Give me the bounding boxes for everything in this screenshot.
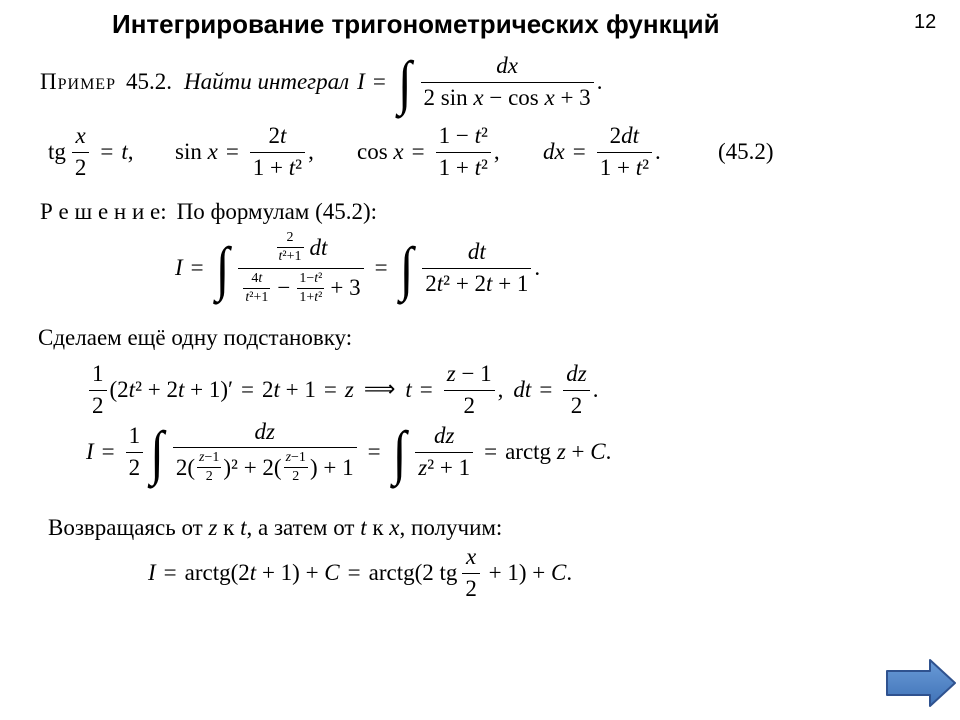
math-variable: I bbox=[86, 438, 94, 464]
math-text: 1 + bbox=[438, 154, 475, 180]
math-text: 2 bbox=[128, 454, 141, 480]
fraction-numerator bbox=[89, 361, 107, 390]
math-variable: x bbox=[207, 138, 218, 164]
fraction-numerator bbox=[197, 450, 221, 468]
math-text: + 1) + bbox=[256, 559, 325, 585]
math-variable: dx bbox=[543, 138, 565, 164]
substitution-cos bbox=[357, 123, 500, 181]
superscript: ² bbox=[318, 289, 323, 305]
math-text: ) + 1 bbox=[309, 454, 354, 480]
return-substitution-text bbox=[48, 514, 502, 542]
equals-sign: = bbox=[190, 254, 204, 280]
superscript: ² bbox=[481, 154, 488, 180]
math-text: 2 bbox=[262, 376, 274, 402]
math-text: + 1 bbox=[492, 270, 529, 296]
math-variable: dt bbox=[467, 239, 486, 265]
math-variable: dx bbox=[496, 53, 518, 79]
math-text: 2 sin bbox=[423, 84, 474, 110]
integral-sign: ∫ bbox=[397, 48, 412, 116]
fraction bbox=[415, 423, 473, 481]
math-variable: x bbox=[393, 138, 404, 164]
equals-sign: = bbox=[323, 376, 337, 402]
paragraph-text: к bbox=[217, 514, 241, 540]
math-variable: z bbox=[556, 438, 566, 464]
math-variable: t bbox=[249, 559, 257, 585]
math-text: 1 bbox=[92, 361, 104, 387]
equals-sign: = bbox=[572, 138, 586, 164]
superscript: ² bbox=[249, 289, 254, 305]
math-text: arctg(2 bbox=[184, 559, 250, 585]
math-punctuation: , bbox=[493, 138, 500, 164]
fraction-numerator bbox=[173, 419, 357, 448]
math-variable: dz bbox=[566, 361, 587, 387]
math-text: 2 bbox=[205, 469, 213, 485]
fraction-denominator bbox=[421, 83, 594, 111]
fraction bbox=[444, 361, 495, 419]
formula-arctg-result bbox=[86, 420, 611, 484]
math-text: −1 bbox=[291, 450, 306, 466]
math-variable: t bbox=[474, 123, 481, 149]
math-text: 2( bbox=[175, 454, 196, 480]
math-variable: t bbox=[278, 249, 283, 265]
arrow-shape bbox=[887, 660, 955, 706]
math-variable: t bbox=[486, 270, 493, 296]
math-variable: dz bbox=[433, 423, 455, 449]
math-text: 1 + bbox=[599, 154, 636, 180]
math-text: − cos bbox=[483, 84, 545, 110]
math-text: 2 bbox=[425, 270, 437, 296]
math-text: )² + 2( bbox=[223, 454, 282, 480]
math-text: +1 bbox=[253, 289, 269, 305]
math-text: 2 bbox=[92, 392, 104, 418]
paragraph-text: к bbox=[366, 514, 390, 540]
fraction-denominator bbox=[250, 153, 305, 181]
fraction bbox=[126, 423, 144, 481]
fraction-denominator bbox=[297, 289, 324, 306]
fraction-numerator bbox=[72, 123, 90, 152]
math-variable: t bbox=[240, 514, 247, 540]
fraction-denominator bbox=[444, 391, 495, 419]
fraction bbox=[462, 544, 480, 602]
math-variable: t bbox=[258, 270, 263, 286]
paragraph-text: Возвращаясь от bbox=[48, 514, 209, 540]
fraction-numerator bbox=[436, 123, 491, 152]
equals-sign: = bbox=[372, 68, 386, 94]
fraction-numerator bbox=[297, 271, 324, 289]
fraction-numerator bbox=[462, 544, 480, 573]
fraction-numerator bbox=[421, 53, 594, 82]
math-variable: z bbox=[446, 361, 456, 387]
math-text: 2 bbox=[465, 575, 477, 601]
fraction bbox=[297, 271, 324, 306]
math-text: +1 bbox=[286, 249, 302, 265]
formula-transformed-integral bbox=[175, 231, 540, 305]
equals-sign: = bbox=[225, 138, 239, 164]
math-text: + 1 bbox=[434, 454, 471, 480]
fraction-denominator bbox=[462, 574, 480, 602]
math-text: + bbox=[565, 438, 591, 464]
function-name: sin bbox=[175, 138, 208, 164]
math-punctuation: , bbox=[497, 376, 504, 402]
math-text: + 1 bbox=[279, 376, 316, 402]
fraction bbox=[284, 450, 308, 485]
math-variable: t bbox=[314, 270, 319, 286]
math-variable: dt bbox=[513, 376, 532, 402]
math-text: − 1 bbox=[455, 361, 492, 387]
math-text: 1+ bbox=[299, 289, 315, 305]
fraction-denominator bbox=[173, 448, 357, 485]
substitution-dx bbox=[543, 123, 661, 181]
integral-sign: ∫ bbox=[399, 234, 414, 302]
math-punctuation: . bbox=[605, 438, 612, 464]
superscript: ² bbox=[295, 154, 303, 180]
fraction-numerator bbox=[277, 230, 304, 248]
math-variable: t bbox=[279, 123, 287, 149]
math-text: 4 bbox=[251, 270, 259, 286]
math-variable: I bbox=[175, 254, 183, 280]
paragraph-text: Сделаем ещё одну подстановку: bbox=[38, 324, 353, 350]
equals-sign: = bbox=[101, 438, 115, 464]
math-punctuation: , bbox=[127, 138, 134, 164]
function-name: tg bbox=[48, 138, 66, 164]
math-variable: z bbox=[285, 450, 292, 466]
math-variable: t bbox=[405, 376, 412, 402]
math-variable: t bbox=[635, 154, 643, 180]
math-punctuation: . bbox=[654, 138, 661, 164]
fraction bbox=[563, 361, 589, 419]
example-statement bbox=[40, 48, 603, 116]
equation-number bbox=[718, 123, 774, 181]
example-task: Найти интеграл bbox=[183, 68, 350, 94]
fraction-denominator bbox=[284, 468, 308, 485]
math-text: 2 bbox=[74, 154, 87, 180]
integral-sign: ∫ bbox=[215, 234, 230, 302]
math-variable: z bbox=[344, 376, 354, 402]
equals-sign: = bbox=[367, 438, 381, 464]
math-variable: C bbox=[590, 438, 606, 464]
math-punctuation: . bbox=[592, 376, 599, 402]
math-variable: t bbox=[360, 514, 367, 540]
solution-text: По формулам (45.2): bbox=[176, 198, 378, 224]
fraction-numerator bbox=[444, 361, 495, 390]
math-text: + 2 bbox=[141, 376, 178, 402]
substitution-tg bbox=[48, 123, 134, 181]
math-text: 1 bbox=[128, 423, 141, 449]
superscript: ² bbox=[318, 270, 323, 286]
fraction-denominator bbox=[436, 153, 491, 181]
math-text: arctg(2 tg bbox=[368, 559, 458, 585]
math-variable: z bbox=[418, 454, 428, 480]
equals-sign: = bbox=[484, 438, 498, 464]
math-punctuation: . bbox=[596, 68, 603, 94]
next-slide-button[interactable] bbox=[884, 658, 958, 708]
slide-number: 12 bbox=[914, 11, 937, 33]
fraction bbox=[277, 230, 304, 265]
math-variable: I bbox=[357, 68, 365, 94]
integrand-fraction bbox=[421, 53, 594, 111]
equals-sign: = bbox=[163, 559, 177, 585]
fraction bbox=[250, 123, 305, 181]
math-variable: I bbox=[148, 559, 156, 585]
math-punctuation: , bbox=[308, 138, 314, 164]
fraction-numerator bbox=[243, 271, 270, 289]
fraction bbox=[89, 361, 107, 419]
math-variable: x bbox=[544, 84, 555, 110]
fraction bbox=[422, 239, 531, 297]
math-text: 2 bbox=[286, 230, 294, 246]
math-variable: dt bbox=[309, 234, 328, 260]
example-number: 45.2. bbox=[125, 68, 172, 94]
superscript: ² bbox=[135, 376, 142, 402]
equals-sign: = bbox=[347, 559, 361, 585]
fraction-numerator bbox=[422, 239, 531, 268]
math-text: + 2 bbox=[450, 270, 487, 296]
substitution-intro bbox=[38, 324, 352, 352]
fraction-denominator bbox=[277, 248, 304, 265]
math-variable: t bbox=[128, 376, 136, 402]
fraction-denominator bbox=[415, 453, 473, 481]
math-text: 1 − bbox=[438, 123, 475, 149]
superscript: ² bbox=[427, 454, 435, 480]
equals-sign: = bbox=[419, 376, 433, 402]
fraction-numerator bbox=[126, 423, 144, 452]
superscript: ² bbox=[443, 270, 451, 296]
math-text: 2 bbox=[570, 392, 583, 418]
equals-sign: = bbox=[374, 254, 388, 280]
equals-sign: = bbox=[241, 376, 254, 402]
fraction-denominator bbox=[238, 269, 363, 306]
compound-fraction bbox=[173, 419, 357, 486]
math-variable: t bbox=[314, 289, 319, 305]
math-variable: t bbox=[288, 154, 296, 180]
fraction-numerator bbox=[597, 123, 652, 152]
fraction bbox=[197, 450, 221, 485]
paragraph-text: , а затем от bbox=[246, 514, 361, 540]
integral-sign: ∫ bbox=[392, 418, 407, 486]
math-variable: t bbox=[436, 270, 444, 296]
math-text: + 1) + bbox=[482, 559, 551, 585]
fraction-denominator bbox=[422, 269, 531, 297]
function-name: cos bbox=[357, 138, 394, 164]
math-variable: t bbox=[474, 154, 481, 180]
fraction bbox=[243, 271, 270, 306]
fraction-numerator bbox=[238, 230, 363, 268]
superscript: ² bbox=[481, 123, 488, 149]
math-variable: t bbox=[177, 376, 185, 402]
math-variable: x bbox=[75, 123, 86, 149]
math-text: 2 bbox=[463, 392, 475, 418]
math-variable: x bbox=[389, 514, 400, 540]
math-text: + 3 bbox=[330, 274, 361, 300]
formula-substitution-z bbox=[86, 360, 599, 420]
math-text: (2 bbox=[109, 376, 129, 402]
math-variable: x bbox=[466, 544, 477, 570]
math-variable: C bbox=[324, 559, 340, 585]
math-variable: C bbox=[551, 559, 567, 585]
solution-label: Р е ш е н и е: bbox=[40, 198, 167, 224]
fraction-denominator bbox=[72, 153, 90, 181]
superscript: ² bbox=[282, 249, 287, 265]
compound-fraction bbox=[238, 230, 363, 305]
equation-number-label: (45.2) bbox=[718, 138, 774, 164]
substitution-sin bbox=[175, 123, 314, 181]
math-text: 2 bbox=[268, 123, 280, 149]
math-variable: z bbox=[208, 514, 218, 540]
formula-final-answer bbox=[148, 544, 572, 602]
slide-title: Интегрирование тригонометрических функций bbox=[112, 9, 720, 39]
fraction-denominator bbox=[126, 453, 144, 481]
fraction-denominator bbox=[243, 289, 270, 306]
fraction bbox=[597, 123, 652, 181]
fraction-numerator bbox=[284, 450, 308, 468]
equals-sign: = bbox=[539, 376, 553, 402]
math-text: + 1)′ bbox=[184, 376, 234, 402]
math-text: 1 + bbox=[252, 154, 289, 180]
math-text: −1 bbox=[204, 450, 220, 466]
paragraph-text: , получим: bbox=[399, 514, 503, 540]
fraction-numerator bbox=[250, 123, 305, 152]
fraction-numerator bbox=[415, 423, 473, 452]
math-text: 2 bbox=[609, 123, 622, 149]
math-text: 2 bbox=[292, 469, 300, 485]
math-variable: t bbox=[121, 138, 128, 164]
math-variable: t bbox=[273, 376, 280, 402]
math-text: arctg bbox=[505, 438, 557, 464]
implies-arrow: ⟹ bbox=[363, 377, 396, 403]
math-text: 1− bbox=[299, 270, 315, 286]
integral-sign: ∫ bbox=[150, 418, 164, 486]
fraction-denominator bbox=[197, 468, 221, 485]
math-operator: − bbox=[277, 274, 291, 300]
fraction-denominator bbox=[563, 391, 589, 419]
fraction-denominator bbox=[597, 153, 652, 181]
math-variable: t bbox=[245, 289, 250, 305]
superscript: ² bbox=[642, 154, 649, 180]
fraction-numerator bbox=[563, 361, 589, 390]
math-punctuation: . bbox=[534, 254, 541, 280]
math-punctuation: . bbox=[566, 559, 573, 585]
equals-sign: = bbox=[411, 138, 425, 164]
fraction-denominator bbox=[89, 391, 107, 419]
fraction bbox=[436, 123, 491, 181]
equals-sign: = bbox=[100, 138, 114, 164]
math-variable: dz bbox=[254, 418, 275, 444]
example-label: Пример bbox=[40, 68, 116, 94]
math-text: + 3 bbox=[554, 84, 591, 110]
solution-heading bbox=[40, 198, 377, 226]
math-variable: z bbox=[199, 450, 205, 466]
arrow-right-icon bbox=[884, 658, 958, 708]
fraction bbox=[72, 123, 90, 181]
math-variable: dt bbox=[621, 123, 640, 149]
math-variable: x bbox=[473, 84, 484, 110]
